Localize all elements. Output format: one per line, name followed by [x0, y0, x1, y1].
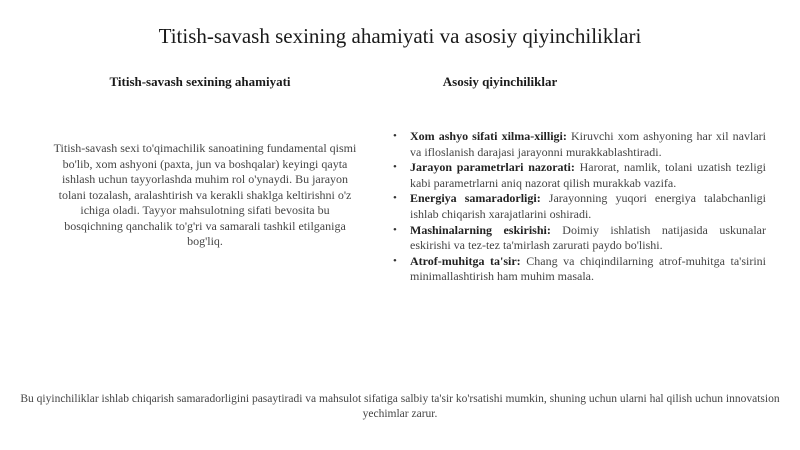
footer-note: Bu qiyinchiliklar ishlab chiqarish samaradorligini pasaytiradi va mahsulot sifatiga salbiy ta'sir ko'rsatishi mumkin, shuning uchun ularni hal qilish uchun innovatsion yechimlar zarur.	[20, 393, 780, 420]
list-item-term: Atrof-muhitga ta'sir:	[410, 253, 521, 268]
list-item-term: Jarayon parametrlari nazorati:	[410, 160, 575, 175]
right-column-heading: Asosiy qiyinchiliklar	[442, 74, 558, 89]
list-item	[392, 223, 766, 254]
list-item	[392, 129, 766, 160]
bullet-dot-icon: •	[393, 161, 397, 174]
list-item-text: Kiruvchi xom ashyoning har xil navlari va ifloslanish darajasi jarayonni murakkablashtiradi.	[410, 129, 766, 159]
bullet-dot-icon: •	[393, 192, 397, 205]
list-item-term: Mashinalarning eskirishi:	[410, 222, 551, 237]
list-item-text: Harorat, namlik, tolani uzatish tezligi kabi parametrlarni aniq nazorat qilish murakkab vazifa.	[410, 160, 767, 190]
list-item-text: Jarayonning yuqori energiya talabchanligi ishlab chiqarish xarajatlarini oshiradi.	[410, 191, 766, 221]
list-item-term: Energiya samaradorligi:	[410, 191, 541, 206]
left-column-heading: Titish-savash sexining ahamiyati	[109, 74, 291, 89]
list-item-term: Xom ashyo sifati xilma-xilligi:	[410, 129, 567, 143]
list-item-text: Chang va chiqindilarning atrof-muhitga ta'sirini minimallashtirish ham muhim masala.	[410, 253, 766, 284]
list-item	[392, 191, 766, 222]
slide-title: Titish-savash sexining ahamiyati va asosiy qiyinchiliklari	[158, 24, 642, 48]
left-column-paragraph: Titish-savash sexi to'qimachilik sanoatining fundamental qismi bo'lib, xom ashyoni (paxta, jun va boshqalar) keyingi qayta ishlash uchun tayyorlashda muhim rol o'ynaydi. Bu jarayon tolani tozalash, aralashtirish va kerakli shaklga keltirishni o'z ichiga oladi. Tayyor mahsulotning sifati bevosita bu bosqichning qanchalik to'g'ri va samarali tashkil etilganiga bog'liq.	[53, 141, 357, 248]
list-item	[392, 254, 766, 285]
list-item-text: Doimiy ishlatish natijasida uskunalar eskirishi va tez-tez ta'mirlash zarurati paydo bo'lishi.	[410, 222, 767, 253]
list-item	[392, 160, 766, 191]
bullet-dot-icon: •	[393, 254, 397, 267]
challenges-list	[392, 129, 766, 285]
bullet-dot-icon: •	[393, 223, 397, 236]
bullet-dot-icon: •	[393, 130, 397, 142]
